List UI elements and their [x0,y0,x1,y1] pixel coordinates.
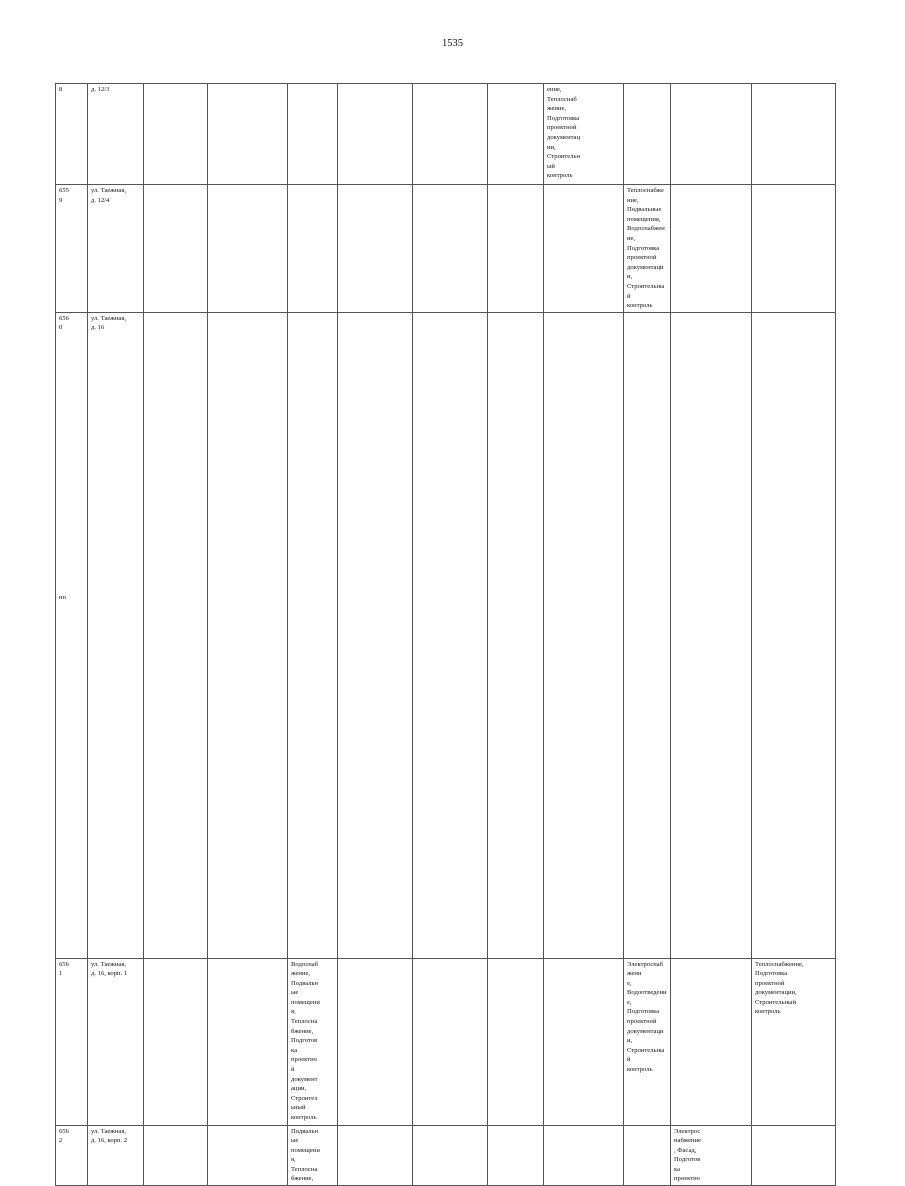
work-types-cell [752,1125,836,1186]
work-types-cell [413,312,488,958]
page-number: 1535 [442,38,463,49]
work-types-cell [624,1125,671,1186]
address-cell: ул. Таежная, д. 16 [88,312,144,958]
table-row [56,84,836,185]
work-types-cell [288,185,338,313]
table-row [56,1125,836,1186]
work-types-cell [488,312,544,958]
work-types-cell [338,185,413,313]
work-types-cell [208,84,288,185]
work-types-cell [413,84,488,185]
work-types-cell: Теплоснабжение, Подготовка проектной документации, Строительный контроль [752,958,836,1125]
work-types-cell [544,185,624,313]
work-types-cell [752,84,836,185]
work-types-cell: Электроснабжени е, Водоотведение, Подготовка проектной документации, Строительный контроль [624,958,671,1125]
work-types-cell [144,958,208,1125]
address-cell: ул. Таежная, д. 16, корп. 1 [88,958,144,1125]
table-row [56,185,836,313]
work-types-cell [488,1125,544,1186]
work-types-cell [671,312,752,958]
work-types-cell [144,312,208,958]
footer-mark: нп [59,594,66,601]
work-types-cell [338,84,413,185]
work-types-cell: Подвальн ые помещени я, Теплосна бжение, [288,1125,338,1186]
work-types-cell [488,185,544,313]
work-types-cell [208,312,288,958]
work-types-cell [208,958,288,1125]
work-types-cell [488,958,544,1125]
works-schedule-table [55,83,836,1186]
work-types-cell [624,84,671,185]
row-number-cell: 656 0 [56,312,88,958]
work-types-cell [338,312,413,958]
work-types-cell [413,185,488,313]
work-types-cell [338,1125,413,1186]
table-row [56,958,836,1125]
work-types-cell [288,312,338,958]
address-cell: ул. Таежная, д. 12/4 [88,185,144,313]
work-types-cell [144,185,208,313]
work-types-cell [671,84,752,185]
work-types-cell [671,958,752,1125]
work-types-cell: Теплоснабжение, Подвальные помещения, Водоснабжение, Подготовка проектной документации, Строительный контроль [624,185,671,313]
work-types-cell [488,84,544,185]
work-types-cell [624,312,671,958]
row-number-cell: 656 2 [56,1125,88,1186]
work-types-cell [413,958,488,1125]
work-types-cell: Электрос набжение , Фасад, Подготов ка проектно [671,1125,752,1186]
work-types-cell [208,1125,288,1186]
work-types-cell [671,185,752,313]
work-types-cell [544,1125,624,1186]
work-types-cell [544,958,624,1125]
work-types-cell [144,84,208,185]
work-types-cell [752,185,836,313]
table-row [56,312,836,958]
row-number-cell: 655 9 [56,185,88,313]
work-types-cell [288,84,338,185]
work-types-cell: Водоснаб жение, Подвальн ые помещени я, Теплосна бжение, Подготов ка проектно й документ ации, Строител ьный контроль [288,958,338,1125]
work-types-cell [413,1125,488,1186]
work-types-cell [208,185,288,313]
work-types-cell: ение, Теплоснаб жение, Подготовка проектной документац ии, Строительн ый контроль [544,84,624,185]
work-types-cell [338,958,413,1125]
work-types-cell [544,312,624,958]
row-number-cell: 656 1 [56,958,88,1125]
row-number-cell: 8 [56,84,88,185]
work-types-cell [752,312,836,958]
address-cell: д. 12/3 [88,84,144,185]
address-cell: ул. Таежная, д. 16, корп. 2 [88,1125,144,1186]
work-types-cell [144,1125,208,1186]
